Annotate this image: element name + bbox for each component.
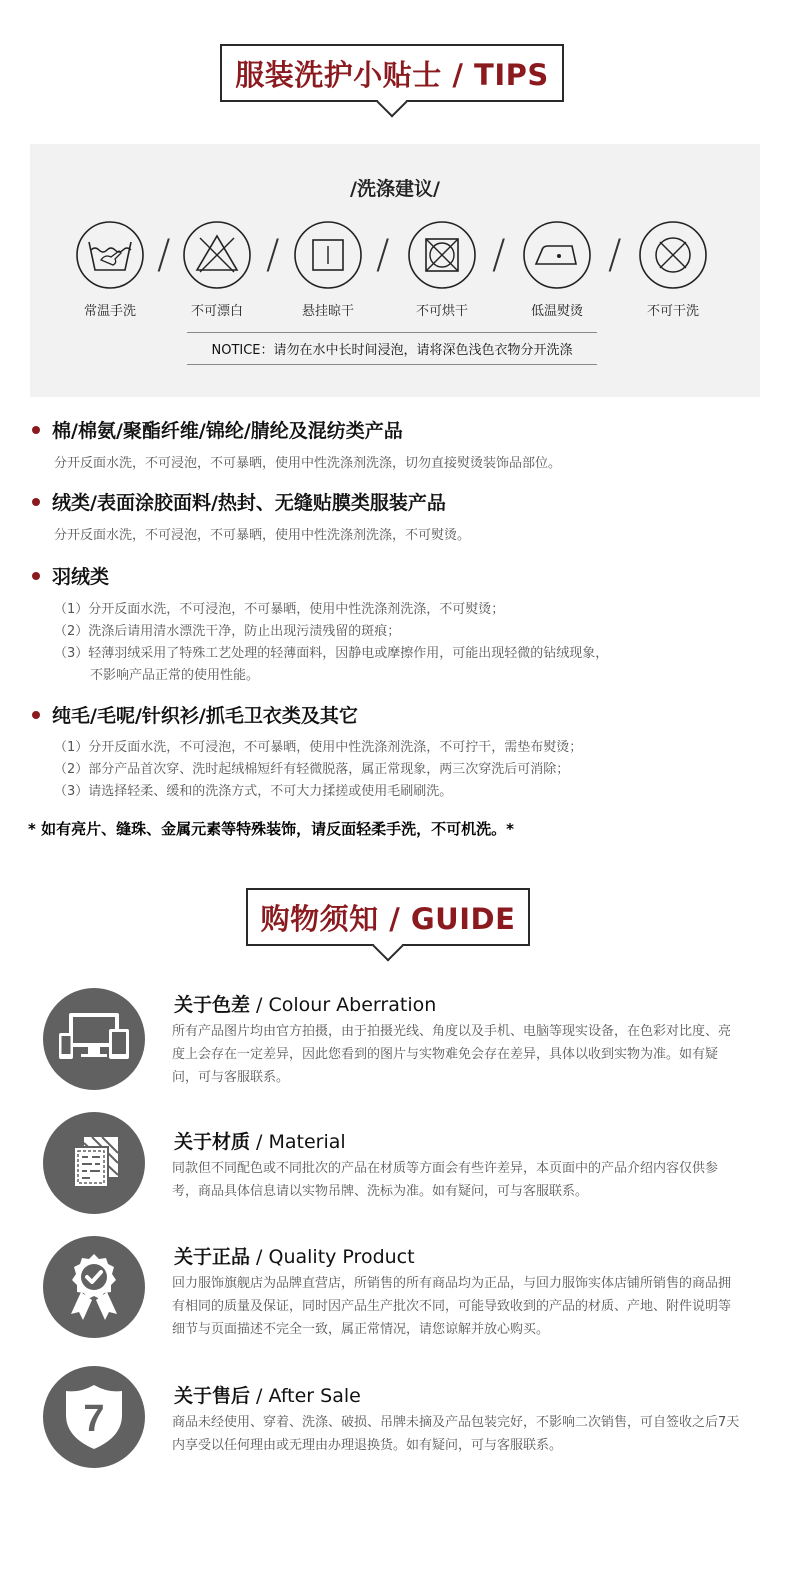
guide-body: 回力服饰旗舰店为品牌直营店，所销售的所有商品均为正品，与回力服饰实体店铺所销售的商品拥有相同的质量及保证，同时因产品生产批次不同，可能导致收到的产品的材质、产地、附件说明等细节与页面描述不完全一致，属正常情况，请您谅解并放心购买。: [172, 1276, 732, 1337]
special-note: * 如有亮片、缝珠、金属元素等特殊装饰，请反面轻柔手洗，不可机洗。*: [28, 820, 514, 838]
category-title-text: 羽绒类: [52, 566, 110, 588]
bullet-dot: [32, 711, 40, 719]
guide-heading-en: / Quality Product: [250, 1246, 415, 1268]
seven-day-text: 7: [83, 1398, 105, 1440]
separator-slash: /: [608, 232, 622, 278]
guide-heading-zh: 关于售后: [174, 1385, 251, 1407]
category-line: （1）分开反面水洗，不可浸泡，不可暴晒，使用中性洗涤剂洗涤，不可拧干，需垫布熨烫；: [54, 740, 583, 755]
category-title-text: 绒类/表面涂胶面料/热封、无缝贴膜类服装产品: [52, 492, 446, 514]
care-label: 不可漂白: [190, 304, 243, 319]
fabric-icon: [62, 1131, 126, 1195]
care-item-no-bleach: [172, 220, 262, 319]
guide-heading-zh: 关于正品: [174, 1246, 251, 1268]
no-bleach-icon: [182, 220, 252, 290]
guide-body: 同款但不同配色或不同批次的产品在材质等方面会有些许差异，本页面中的产品介绍内容仅供参考，商品具体信息请以实物吊牌、洗标为准。如有疑问，可与客服联系。: [172, 1161, 719, 1199]
guide-heading-zh: 关于材质: [174, 1131, 251, 1153]
category-title: [32, 416, 403, 443]
guide-body: 所有产品图片均由官方拍摄，由于拍摄光线、角度以及手机、电脑等现实设备，在色彩对比度、亮度上会存在一定差异，因此您看到的图片与实物难免会存在差异，具体以收到实物为准。如有疑问，可与客服联系。: [172, 1024, 732, 1085]
no-tumble-dry-icon: [407, 220, 477, 290]
quality-badge-icon: [61, 1252, 127, 1322]
tips-title: 服装洗护小贴士 / TIPS: [235, 57, 549, 92]
guide-heading: [174, 1127, 346, 1154]
separator-slash: /: [157, 232, 171, 278]
bullet-dot: [32, 572, 40, 580]
low-iron-icon: [522, 220, 592, 290]
devices-icon: [57, 1009, 131, 1069]
guide-heading-en: / After Sale: [250, 1385, 361, 1407]
wash-heading: /洗涤建议/: [350, 178, 440, 200]
wash-notice: NOTICE：请勿在水中长时间浸泡，请将深色浅色衣物分开洗涤: [187, 332, 597, 365]
care-item-hand-wash: [65, 220, 155, 319]
category-title: [32, 701, 358, 728]
guide-icon-circle: [43, 988, 145, 1090]
no-dry-clean-icon: [638, 220, 708, 290]
category-line: （3）轻薄羽绒采用了特殊工艺处理的轻薄面料，因静电或摩擦作用，可能出现轻微的钻绒现象，: [54, 646, 609, 661]
care-item-line-dry: [283, 220, 373, 319]
care-label: 不可干洗: [646, 304, 699, 319]
care-item-no-dry-clean: [628, 220, 718, 319]
hand-wash-icon: [75, 220, 145, 290]
category-line: 分开反面水洗，不可浸泡，不可暴晒，使用中性洗涤剂洗涤，切勿直接熨烫装饰品部位。: [54, 456, 562, 471]
category-line: 不影响产品正常的使用性能。: [90, 668, 260, 683]
guide-icon-circle: [43, 1112, 145, 1214]
guide-heading-zh: 关于色差: [174, 994, 251, 1016]
category-title: [32, 488, 446, 515]
category-line: （3）请选择轻柔、缓和的洗涤方式，不可大力揉搓或使用毛刷刷洗。: [54, 784, 453, 799]
guide-icon-circle: [43, 1366, 145, 1468]
care-label: 常温手洗: [83, 304, 136, 319]
guide-icon-circle: [43, 1236, 145, 1338]
separator-slash: /: [492, 232, 506, 278]
category-line: （1）分开反面水洗，不可浸泡，不可暴晒，使用中性洗涤剂洗涤，不可熨烫；: [54, 602, 505, 617]
tips-title-box: [220, 44, 564, 102]
care-label: 悬挂晾干: [301, 304, 354, 319]
guide-body: 商品未经使用、穿着、洗涤、破损、吊牌未摘及产品包装完好，不影响二次销售，可自签收之后7天内享受以任何理由或无理由办理退换货。如有疑问，可与客服联系。: [172, 1415, 740, 1453]
category-title-text: 纯毛/毛呢/针织衫/抓毛卫衣类及其它: [52, 705, 358, 727]
separator-slash: /: [266, 232, 280, 278]
bullet-dot: [32, 426, 40, 434]
line-dry-icon: [293, 220, 363, 290]
guide-heading: [174, 990, 436, 1017]
guide-title-box: [246, 888, 530, 946]
category-line: （2）部分产品首次穿、洗时起绒棉短纤有轻微脱落，属正常现象，两三次穿洗后可消除；: [54, 762, 570, 777]
seven-day-shield-icon: [64, 1383, 124, 1451]
category-line: 分开反面水洗，不可浸泡，不可暴晒，使用中性洗涤剂洗涤，不可熨烫。: [54, 528, 471, 543]
care-item-no-tumble-dry: [397, 220, 487, 319]
care-label: 不可烘干: [415, 304, 468, 319]
category-title-text: 棉/棉氨/聚酯纤维/锦纶/腈纶及混纺类产品: [52, 420, 403, 442]
guide-heading: [174, 1381, 361, 1408]
guide-heading-en: / Material: [250, 1131, 346, 1153]
care-item-low-iron: [512, 220, 602, 319]
separator-slash: /: [376, 232, 390, 278]
guide-heading: [174, 1242, 415, 1269]
care-label: 低温熨烫: [530, 304, 583, 319]
category-title: [32, 562, 109, 589]
guide-heading-en: / Colour Aberration: [250, 994, 437, 1016]
wash-advice-panel: [30, 144, 760, 397]
bullet-dot: [32, 498, 40, 506]
guide-title: 购物须知 / GUIDE: [260, 901, 516, 936]
category-line: （2）洗涤后请用清水漂洗干净，防止出现污渍残留的斑痕；: [54, 624, 401, 639]
